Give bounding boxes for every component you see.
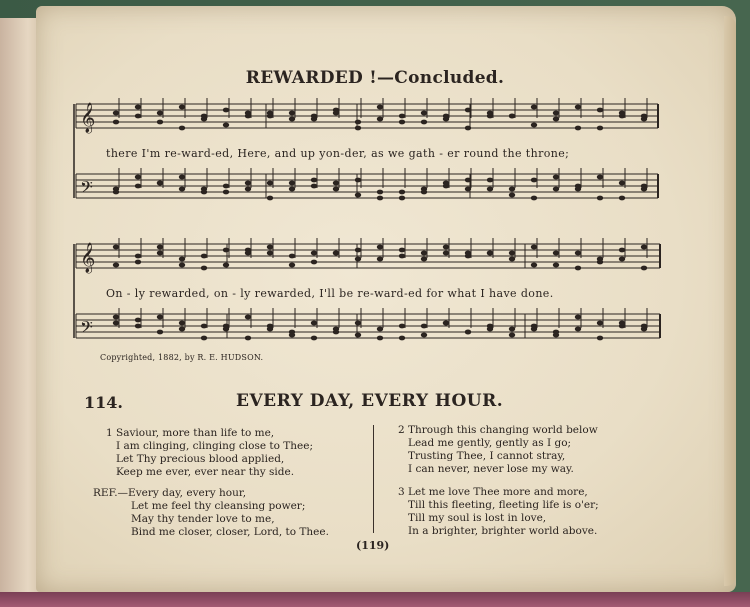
note-head: [135, 324, 141, 329]
verse-line: Till my soul is lost in love,: [408, 512, 547, 524]
note-head: [157, 245, 163, 250]
note-head: [421, 257, 427, 262]
note-head: [157, 315, 163, 320]
note-head: [355, 321, 361, 326]
note-head: [465, 126, 471, 131]
note-head: [201, 117, 207, 122]
verse-line: In a brighter, brighter world above.: [408, 525, 598, 537]
note-head: [575, 315, 581, 320]
note-head: [531, 263, 537, 268]
note-head: [509, 257, 515, 262]
note-head: [465, 187, 471, 192]
note-head: [531, 123, 537, 128]
note-head: [465, 251, 471, 256]
note-head: [223, 248, 229, 253]
note-head: [509, 193, 515, 198]
note-head: [201, 190, 207, 195]
note-head: [201, 266, 207, 271]
copyright-notice: Copyrighted, 1882, by R. E. HUDSON.: [100, 353, 264, 362]
note-head: [509, 187, 515, 192]
note-head: [531, 105, 537, 110]
note-head: [575, 126, 581, 131]
refrain-line: REF.—Every day, every hour,: [93, 487, 247, 499]
note-head: [421, 111, 427, 116]
note-head: [223, 184, 229, 189]
note-head: [553, 117, 559, 122]
verse-2: [398, 424, 598, 476]
note-head: [179, 175, 185, 180]
note-head: [597, 126, 603, 131]
note-head: [553, 251, 559, 256]
note-head: [113, 321, 119, 326]
note-head: [289, 187, 295, 192]
note-head: [113, 263, 119, 268]
note-head: [641, 245, 647, 250]
note-head: [311, 336, 317, 341]
note-head: [355, 257, 361, 262]
note-head: [597, 321, 603, 326]
note-head: [575, 327, 581, 332]
bass-clef: 𝄢: [80, 317, 93, 341]
verse-line: Let Thy precious blood applied,: [116, 453, 285, 465]
note-head: [201, 336, 207, 341]
note-head: [289, 117, 295, 122]
note-head: [223, 263, 229, 268]
note-head: [377, 196, 383, 201]
verse-line: 3 Let me love Thee more and more,: [398, 486, 588, 498]
note-head: [135, 175, 141, 180]
note-head: [179, 263, 185, 268]
note-head: [597, 108, 603, 113]
note-head: [113, 245, 119, 250]
note-head: [443, 181, 449, 186]
note-head: [311, 321, 317, 326]
verse-line: I can never, never lose my way.: [408, 463, 574, 475]
note-head: [135, 114, 141, 119]
note-head: [223, 190, 229, 195]
note-head: [509, 327, 515, 332]
note-head: [157, 111, 163, 116]
note-head: [333, 251, 339, 256]
note-head: [113, 190, 119, 195]
note-head: [443, 245, 449, 250]
note-head: [311, 251, 317, 256]
refrain-line: Bind me closer, closer, Lord, to Thee.: [131, 526, 329, 538]
note-head: [179, 126, 185, 131]
column-divider: [373, 425, 374, 533]
note-head: [157, 251, 163, 256]
note-head: [399, 324, 405, 329]
note-head: [509, 333, 515, 338]
note-head: [201, 254, 207, 259]
note-head: [179, 327, 185, 332]
note-head: [399, 114, 405, 119]
note-head: [135, 184, 141, 189]
note-head: [289, 263, 295, 268]
note-head: [245, 181, 251, 186]
note-head: [399, 248, 405, 253]
note-head: [333, 181, 339, 186]
note-head: [113, 315, 119, 320]
note-head: [553, 263, 559, 268]
note-head: [641, 324, 647, 329]
note-head: [619, 114, 625, 119]
page-number: (119): [356, 539, 390, 552]
note-head: [355, 193, 361, 198]
note-head: [553, 333, 559, 338]
note-head: [179, 321, 185, 326]
note-head: [267, 196, 273, 201]
verse-line: Till this fleeting, fleeting life is o'er;: [408, 499, 599, 511]
note-head: [245, 111, 251, 116]
note-head: [245, 187, 251, 192]
note-head: [333, 187, 339, 192]
note-head: [355, 333, 361, 338]
note-head: [465, 108, 471, 113]
note-head: [619, 196, 625, 201]
note-head: [267, 245, 273, 250]
note-head: [487, 178, 493, 183]
note-head: [223, 108, 229, 113]
music-title: REWARDED !—Concluded.: [245, 68, 505, 88]
lyrics-line-1: there I'm re-ward-ed, Here, and up yon-der, as we gath - er round the throne;: [106, 147, 570, 160]
note-head: [267, 181, 273, 186]
note-head: [443, 251, 449, 256]
hymn-title: EVERY DAY, EVERY HOUR.: [236, 391, 504, 411]
note-head: [443, 114, 449, 119]
note-head: [289, 254, 295, 259]
note-head: [245, 336, 251, 341]
note-head: [355, 120, 361, 125]
bass-clef: 𝄢: [80, 177, 93, 201]
note-head: [377, 105, 383, 110]
note-head: [399, 120, 405, 125]
note-head: [311, 178, 317, 183]
note-head: [223, 123, 229, 128]
note-head: [377, 327, 383, 332]
note-head: [619, 248, 625, 253]
note-head: [377, 245, 383, 250]
note-head: [113, 111, 119, 116]
note-head: [487, 327, 493, 332]
note-head: [421, 190, 427, 195]
note-head: [597, 175, 603, 180]
note-head: [157, 330, 163, 335]
note-head: [531, 245, 537, 250]
note-head: [641, 266, 647, 271]
note-head: [201, 324, 207, 329]
note-head: [135, 318, 141, 323]
note-head: [399, 190, 405, 195]
treble-clef: 𝄞: [80, 243, 96, 273]
note-head: [377, 257, 383, 262]
note-head: [311, 117, 317, 122]
note-head: [289, 111, 295, 116]
note-head: [553, 175, 559, 180]
note-head: [487, 114, 493, 119]
note-head: [157, 120, 163, 125]
verse-line: 1 Saviour, more than life to me,: [106, 427, 275, 439]
refrain-line: Let me feel thy cleansing power;: [131, 500, 306, 512]
note-head: [179, 257, 185, 262]
note-head: [421, 333, 427, 338]
note-head: [531, 178, 537, 183]
verse-line: Trusting Thee, I cannot stray,: [408, 450, 566, 462]
note-head: [399, 254, 405, 259]
note-head: [421, 251, 427, 256]
verse-line: Lead me gently, gently as I go;: [408, 437, 572, 449]
note-head: [267, 114, 273, 119]
note-head: [575, 266, 581, 271]
note-head: [619, 181, 625, 186]
verse-line: 2 Through this changing world below: [398, 424, 598, 436]
note-head: [245, 315, 251, 320]
note-head: [377, 190, 383, 195]
note-head: [245, 251, 251, 256]
note-head: [267, 251, 273, 256]
note-head: [135, 260, 141, 265]
refrain: [93, 487, 329, 539]
treble-clef: 𝄞: [80, 103, 96, 133]
verse-line: Keep me ever, ever near thy side.: [116, 466, 295, 478]
note-head: [421, 324, 427, 329]
verse-1: [106, 427, 313, 479]
note-head: [135, 254, 141, 259]
note-head: [575, 187, 581, 192]
note-head: [355, 178, 361, 183]
note-head: [487, 251, 493, 256]
note-head: [465, 330, 471, 335]
note-head: [509, 114, 515, 119]
verse-3: [398, 486, 599, 538]
note-head: [267, 327, 273, 332]
note-head: [575, 251, 581, 256]
note-head: [619, 257, 625, 262]
note-head: [597, 336, 603, 341]
note-head: [311, 184, 317, 189]
note-head: [311, 260, 317, 265]
note-head: [509, 251, 515, 256]
note-head: [553, 187, 559, 192]
note-head: [289, 333, 295, 338]
note-head: [333, 327, 339, 332]
note-head: [619, 321, 625, 326]
note-head: [377, 117, 383, 122]
note-head: [531, 327, 537, 332]
lyrics-line-2: On - ly rewarded, on - ly rewarded, I'll be re-ward-ed for what I have done.: [106, 287, 554, 300]
note-head: [553, 111, 559, 116]
note-head: [179, 187, 185, 192]
note-head: [333, 111, 339, 116]
note-head: [575, 105, 581, 110]
note-head: [289, 181, 295, 186]
note-head: [355, 126, 361, 131]
note-head: [465, 178, 471, 183]
note-head: [399, 196, 405, 201]
note-head: [487, 187, 493, 192]
note-head: [157, 181, 163, 186]
hymn-number: 114.: [84, 393, 123, 412]
verse-line: I am clinging, clinging close to Thee;: [116, 440, 314, 452]
note-head: [113, 120, 119, 125]
note-head: [641, 187, 647, 192]
note-head: [399, 336, 405, 341]
note-head: [377, 336, 383, 341]
note-head: [641, 117, 647, 122]
note-head: [355, 248, 361, 253]
note-head: [597, 260, 603, 265]
note-head: [531, 196, 537, 201]
note-head: [421, 120, 427, 125]
note-head: [597, 196, 603, 201]
note-head: [223, 327, 229, 332]
note-head: [135, 105, 141, 110]
note-head: [443, 321, 449, 326]
note-head: [179, 105, 185, 110]
refrain-line: May thy tender love to me,: [131, 513, 275, 525]
